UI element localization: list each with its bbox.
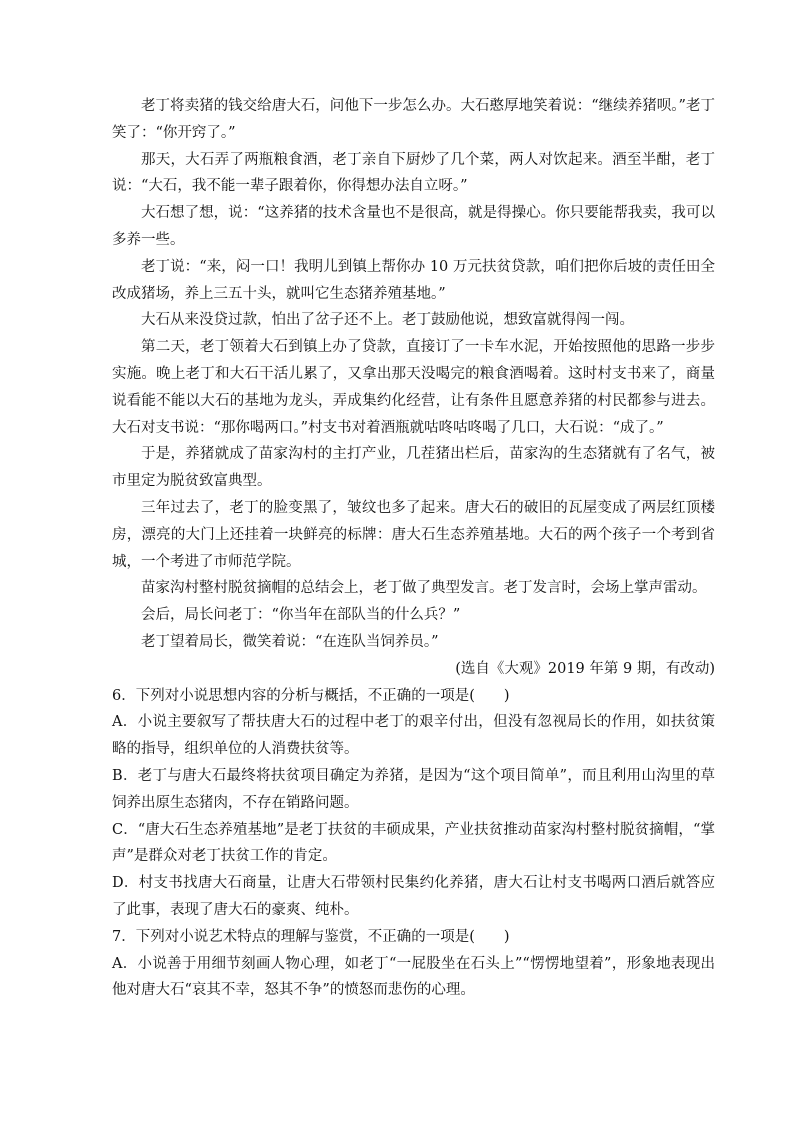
story-paragraph: 第二天，老丁领着大石到镇上办了贷款，直接订了一卡车水泥，开始按照他的思路一步步实施。晚上老丁和大石干活儿累了，又拿出那天没喝完的粮食酒喝着。这时村支书来了，商量说看能不能以大石的基地为龙头，弄成集约化经营，让有条件且愿意养猪的村民都参与进去。大石对支书说：“那你喝两口。”村支书对着酒瓶就咕咚咕咚喝了几口，大石说：“成了。” — [112, 339, 715, 436]
story-paragraph: 大石想了想，说：“这养猪的技术含量也不是很高，就是得操心。你只要能帮我卖，我可以多养一些。 — [112, 205, 715, 248]
question-6-option-d: D．村支书找唐大石商量，让唐大石带领村民集约化养猪，唐大石让村支书喝两口酒后就答应了此事，表现了唐大石的豪爽、纯朴。 — [112, 875, 715, 918]
story-paragraph: 会后，局长问老丁：“你当年在部队当的什么兵？” — [141, 607, 461, 624]
question-6-option-a: A．小说主要叙写了帮扶唐大石的过程中老丁的艰辛付出，但没有忽视局长的作用，如扶贫策略的指导，组织单位的人消费扶贫等。 — [112, 714, 715, 758]
story-paragraph: 老丁望着局长，微笑着说：“在连队当饲养员。” — [141, 633, 439, 650]
question-6-option-b: B．老丁与唐大石最终将扶贫项目确定为养猪，是因为“这个项目简单”，而且利用山沟里的草饲养出原生态猪肉，不存在销路问题。 — [112, 767, 715, 811]
story-paragraph: 老丁将卖猪的钱交给唐大石，问他下一步怎么办。大石憨厚地笑着说：“继续养猪呗。”老丁笑了：“你开窍了。” — [112, 98, 715, 141]
exam-page — [112, 93, 715, 1004]
story-paragraph: 那天，大石弄了两瓶粮食酒，老丁亲自下厨炒了几个菜，两人对饮起来。酒至半酣，老丁说：“大石，我不能一辈子跟着你，你得想办法自立呀。” — [112, 151, 715, 195]
story-paragraph: 于是，养猪就成了苗家沟村的主打产业，几茬猪出栏后，苗家沟的生态猪就有了名气，被市里定为脱贫致富典型。 — [112, 446, 715, 490]
question-7-option-a: A．小说善于用细节刻画人物心理，如老丁“一屁股坐在石头上”“愣愣地望着”，形象地表现出他对唐大石“哀其不幸，怒其不争”的愤怒而悲伤的心理。 — [112, 955, 715, 999]
story-paragraph: 苗家沟村整村脱贫摘帽的总结会上，老丁做了典型发言。老丁发言时，会场上掌声雷动。 — [141, 580, 707, 597]
story-paragraph: 老丁说：“来，闷一口！我明儿到镇上帮你办 10 万元扶贫贷款，咱们把你后坡的责任田全改成猪场，养上三五十头，就叫它生态猪养殖基地。” — [112, 258, 715, 302]
question-6-option-c: C．“唐大石生态养殖基地”是老丁扶贫的丰硕成果，产业扶贫推动苗家沟村整村脱贫摘帽，“掌声”是群众对老丁扶贫工作的肯定。 — [112, 821, 715, 865]
question-7-stem: 7．下列对小说艺术特点的理解与鉴赏，不正确的一项是( ) — [112, 928, 510, 945]
story-paragraph: 三年过去了，老丁的脸变黑了，皱纹也多了起来。唐大石的破旧的瓦屋变成了两层红顶楼房，漂亮的大门上还挂着一块鲜亮的标牌：唐大石生态养殖基地。大石的两个孩子一个考到省城，一个考进了市师范学院。 — [112, 499, 715, 570]
story-paragraph: 大石从来没贷过款，怕出了岔子还不上。老丁鼓励他说，想致富就得闯一闯。 — [141, 312, 634, 329]
source-citation: (选自《大观》2019 年第 9 期，有改动) — [455, 660, 715, 677]
question-6-stem: 6．下列对小说思想内容的分析与概括，不正确的一项是( ) — [112, 687, 510, 704]
